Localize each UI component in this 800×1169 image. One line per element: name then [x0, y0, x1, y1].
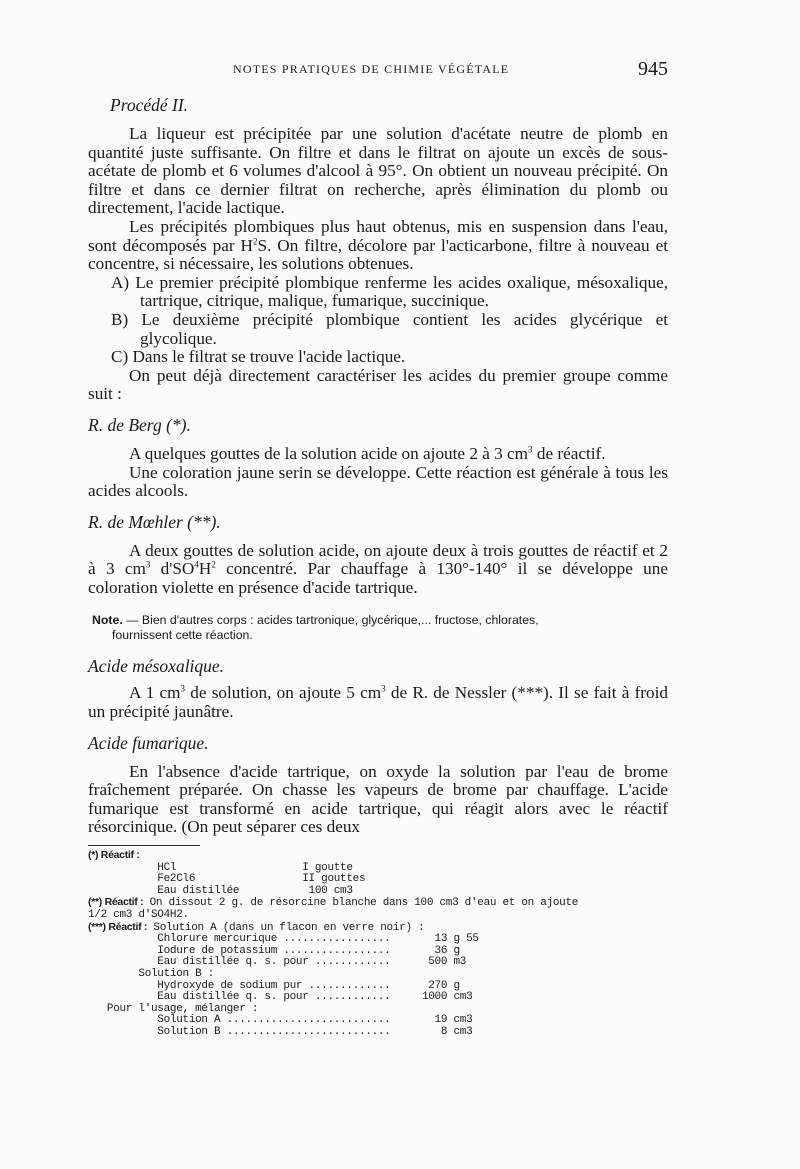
section-heading-procede-2: Procédé II. — [110, 95, 189, 115]
footnote-text: Solution A (dans un flacon en verre noir) : — [147, 921, 425, 934]
paragraph: On peut déjà directement caractériser les acides du premier groupe comme suit : — [88, 365, 668, 404]
superscript: 2 — [252, 235, 258, 246]
section-heading-fumarique: Acide fumarique. — [88, 732, 209, 753]
running-header — [88, 58, 668, 86]
footnote-line: Solution A .......................... 19 cm3 — [88, 1014, 473, 1027]
superscript: 3 — [381, 683, 386, 694]
paragraph — [88, 542, 668, 598]
section-heading-berg: R. de Berg (*). — [88, 414, 191, 435]
footnote-line: Chlorure mercurique ................. 13 g 55 — [88, 933, 479, 946]
footnote-2-label: (**) Réactif : — [88, 896, 144, 909]
footnote-line: Iodure de potassium ................. 36 g — [88, 944, 460, 957]
text-run: de R. de Nessler (***). Il se fait à froid un précipité jaunâtre. — [88, 683, 668, 722]
paragraph: En l'absence d'acide tartrique, on oxyde la solution par l'eau de brome fraîchement préparée. On chasse les vapeurs de brome par chauffage. L'acide fumarique est transformé en acide tartrique, qui réagit alors avec le réactif résorcinique. (On peut séparer ces deux — [88, 761, 668, 837]
footnote-line: HCl I goutte — [88, 861, 353, 874]
text-run: A deux gouttes de solution acide, on ajoute deux à trois gouttes de réactif et 2 à 3 cm — [88, 540, 668, 579]
section-heading-moehler: R. de Mœhler (**). — [88, 511, 221, 532]
text-run: de solution, on ajoute 5 cm — [185, 683, 382, 703]
text-run: concentré. Par chauffage à 130°-140° il se développe une coloration violette en présence d'acide tartrique. — [88, 559, 668, 597]
section-heading-mesoxalique: Acide mésoxalique. — [88, 656, 225, 677]
text-run: Les précipités plombiques plus haut obtenus, mis en suspension dans l'eau, sont décomposés par H — [88, 216, 668, 255]
footnote-line: Pour l'usage, mélanger : — [88, 1002, 259, 1015]
footnote-text: On dissout 2 g. de résorcine blanche dans 100 cm3 d'eau et on ajoute — [143, 897, 579, 910]
superscript: 2 — [211, 559, 216, 570]
footnote-rule — [88, 845, 200, 846]
footnote-1-label: (*) Réactif : — [88, 849, 140, 862]
paragraph: Une coloration jaune serin se développe. Cette réaction est générale à tous les acides alcools. — [88, 462, 668, 501]
footnote-line: Eau distillée 100 cm3 — [88, 884, 353, 897]
footnote-line: Solution B : — [88, 967, 215, 980]
list-item-a: A) Le premier précipité plombique renferme les acides oxalique, mésoxalique, tartrique, citrique, malique, fumarique, succinique. — [111, 272, 668, 311]
superscript: 3 — [145, 559, 151, 570]
paragraph: La liqueur est précipitée par une solution d'acétate neutre de plomb en quantité juste suffisante. On filtre et dans le filtrat on ajoute un excès de sous-acétate de plomb et 6 volumes d'alcool à 95°. On obtient un nouveau précipité. On filtre et dans ce dernier filtrat on recherche, après élimination du plomb ou directement, l'acide lactique. — [88, 124, 668, 218]
superscript: 4 — [194, 559, 199, 570]
page-number: 945 — [638, 58, 668, 80]
superscript: 3 — [180, 683, 186, 694]
footnote-line: Eau distillée q. s. pour ............ 1000 cm3 — [88, 991, 473, 1004]
paragraph — [88, 218, 668, 274]
footnote-label — [88, 850, 668, 863]
note-label: Note. — [92, 613, 123, 628]
page — [88, 58, 668, 1039]
superscript: 3 — [528, 444, 533, 455]
footnote-line: Hydroxyde de sodium pur ............. 270 g — [88, 979, 460, 992]
text-run: H — [198, 559, 212, 579]
footnote-line: Fe2Cl6 II gouttes — [88, 873, 366, 886]
text-run: S. On filtre, décolore par l'acticarbone, filtre à nouveau et concentre, si nécessaire, les solutions obtenues. — [88, 235, 668, 274]
text-run: d'SO — [150, 559, 195, 579]
footnote-3-label: (***) Réactif : — [88, 920, 148, 933]
text-run: A 1 cm — [129, 683, 181, 703]
list-item-c: C) Dans le filtrat se trouve l'acide lactique. — [111, 347, 406, 367]
running-title: NOTES PRATIQUES DE CHIMIE VÉGÉTALE — [233, 62, 510, 76]
note — [92, 613, 668, 643]
footnote-line: Eau distillée q. s. pour ............ 500 m3 — [88, 956, 467, 969]
footnotes — [88, 850, 668, 1039]
paragraph — [88, 445, 668, 464]
footnote-line: 1/2 cm3 d'SO4H2. — [88, 909, 189, 921]
note-text: fournissent cette réaction. — [112, 628, 253, 643]
footnote-line: Solution B .......................... 8 cm3 — [88, 1025, 473, 1038]
note-text: — Bien d'autres corps : acides tartronique, glycérique,... fructose, chlorates, — [122, 613, 539, 628]
paragraph — [88, 684, 668, 721]
list-item-b: B) Le deuxième précipité plombique contient les acides glycérique et glycolique. — [111, 309, 668, 348]
text-run: de réactif. — [532, 443, 606, 463]
text-run: A quelques gouttes de la solution acide on ajoute 2 à 3 cm — [129, 443, 529, 463]
